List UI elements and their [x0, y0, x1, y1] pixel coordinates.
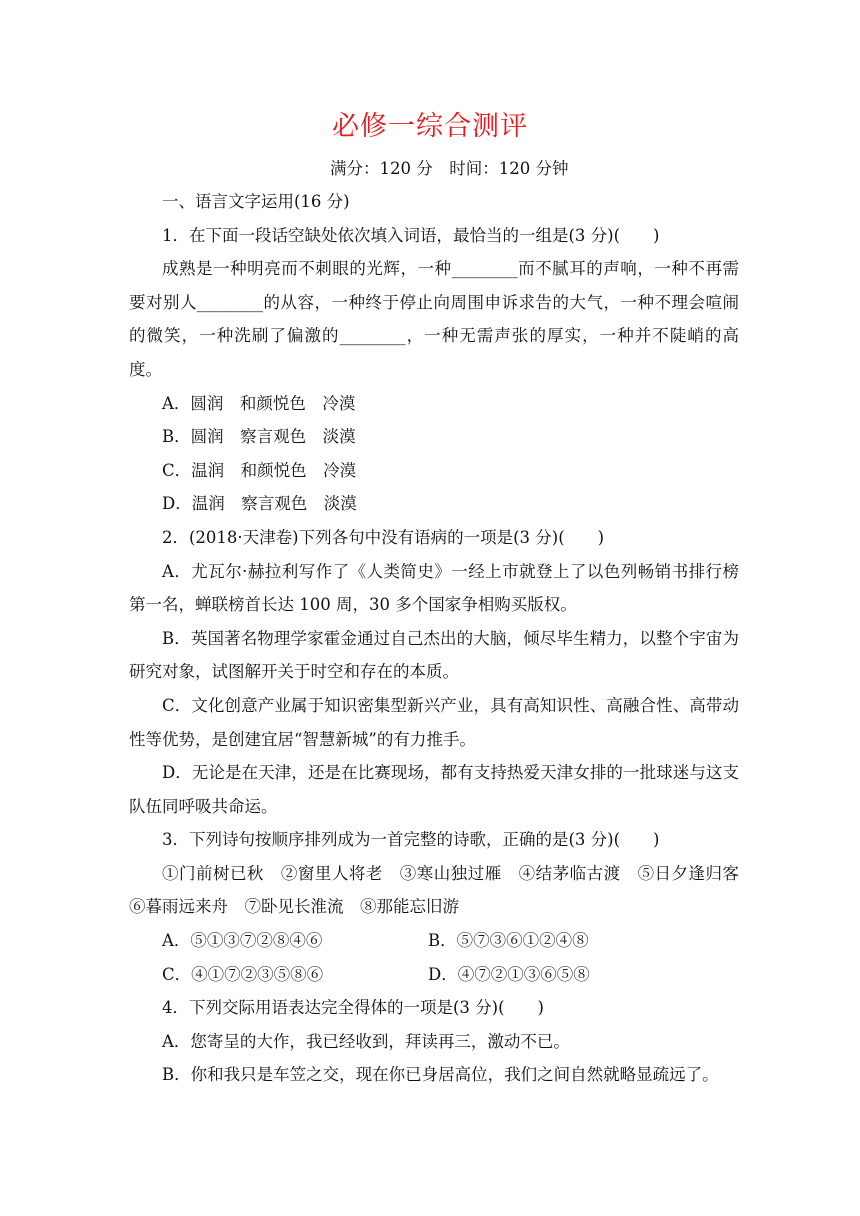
question-4-stem: 4．下列交际用语表达完全得体的一项是(3 分)( )	[162, 998, 544, 1018]
question-2-option-b: B．英国著名物理学家霍金通过自己杰出的大脑，倾尽毕生精力，以整个宇宙为研究对象，试图解开关于时空和存在的本质。	[129, 628, 739, 682]
question-2-stem: 2．(2018·天津卷)下列各句中没有语病的一项是(3 分)( )	[162, 527, 605, 547]
question-1-passage: 成熟是一种明亮而不刺眼的光辉，一种________而不腻耳的声响，一种不再需要对别人________的从容，一种终于停止向周围申诉求告的大气，一种不理会喧闹的微笑，一种洗刷了偏激的________，一种无需声张的厚实，一种并不陡峭的高度。	[129, 259, 739, 379]
question-1-option-d: D．温润 察言观色 淡漠	[162, 494, 357, 514]
question-1-option-b: B．圆润 察言观色 淡漠	[162, 427, 356, 447]
question-3-option-b: B．⑤⑦③⑥①②④⑧	[428, 931, 589, 951]
section-heading: 一、语言文字运用(16 分)	[162, 192, 350, 211]
page-title: 必修一综合测评	[332, 111, 528, 142]
question-1-option-a: A．圆润 和颜悦色 冷漠	[162, 393, 356, 413]
question-3-option-c: C．④①⑦②③⑤⑧⑥	[162, 964, 324, 984]
question-4-option-b: B．你和我只是车笠之交，现在你已身居高位，我们之间自然就略显疏远了。	[162, 1065, 719, 1085]
question-2-option-c: C．文化创意产业属于知识密集型新兴产业，具有高知识性、高融合性、高带动性等优势，是创建宜居“智慧新城”的有力推手。	[129, 695, 739, 749]
question-3-poem-lines: ①门前树已秋 ②窗里人将老 ③寒山独过雁 ④结茅临古渡 ⑤日夕逢归客 ⑥暮雨远来舟 ⑦卧见长淮流 ⑧那能忘旧游	[129, 863, 756, 917]
question-3-options-row-2	[129, 958, 739, 992]
question-4-option-a: A．您寄呈的大作，我已经收到，拜读再三，激动不已。	[162, 1031, 570, 1051]
question-2-option-d: D．无论是在天津，还是在比赛现场，都有支持热爱天津女排的一批球迷与这支队伍同呼吸共命运。	[129, 763, 739, 816]
exam-content	[129, 185, 756, 1092]
question-2-option-a: A．尤瓦尔·赫拉利写作了《人类简史》一经上市就登上了以色列畅销书排行榜第一名，蝉联榜首长达 100 周，30 多个国家争相购买版权。	[129, 561, 739, 615]
question-3-options-row-1	[129, 924, 739, 958]
score-time-line: 满分：120 分 时间：120 分钟	[330, 159, 569, 178]
question-1-stem: 1．在下面一段话空缺处依次填入词语，最恰当的一组是(3 分)( )	[162, 225, 660, 245]
question-3-option-a: A．⑤①③⑦②⑧④⑥	[162, 931, 323, 951]
question-1-option-c: C．温润 和颜悦色 冷漠	[162, 460, 357, 480]
question-3-option-d: D．④⑦②①③⑥⑤⑧	[428, 964, 590, 984]
question-3-stem: 3．下列诗句按顺序排列成为一首完整的诗歌，正确的是(3 分)( )	[162, 830, 660, 850]
